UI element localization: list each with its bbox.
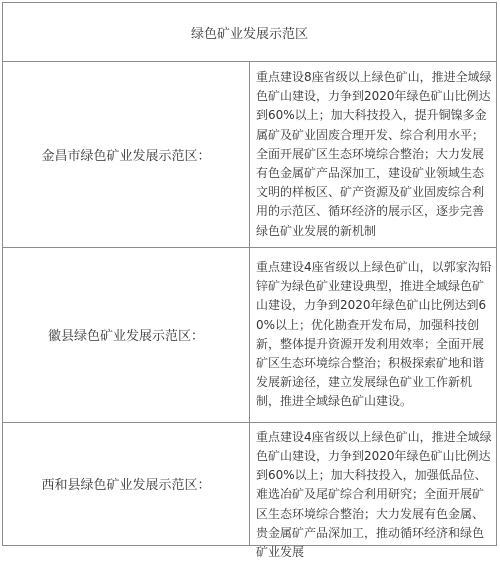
region-description-huixian [250, 247, 497, 422]
region-description-jinchang [250, 62, 497, 248]
description-text: 重点建设8座省级以上绿色矿山，推进全域绿色矿山建设，力争到2020年绿色矿山比例达到60%以上；加大科技投入，提升铜镍多金属矿及矿业固废合理开发、综合利用水平；全面开展矿区生态环境综合整治；大力发展有色金属矿产品深加工，建设矿业领域生态文明的样板区、矿产资源及矿业固废综合利用的示范区、循环经济的展示区，逐步完善绿色矿业发展的新机制 [256, 70, 492, 238]
table-row [3, 422, 497, 545]
region-name-jinchang: 金昌市绿色矿业发展示范区： [3, 62, 250, 248]
region-name-huixian: 徽县绿色矿业发展示范区： [3, 247, 250, 422]
table-row [3, 247, 497, 422]
description-text: 重点建设4座省级以上绿色矿山，推进全域绿色矿山建设，力争到2020年绿色矿山比例达到60%以上；加大科技投入，加强低品位、难选冶矿及尾矿综合利用研究；全面开展矿区生态环境综合整治；大力发展有色金属、贵金属矿产品深加工，推动循环经济和绿色矿业发展 [256, 429, 492, 560]
table-row [3, 62, 497, 248]
region-name-xihe: 西和县绿色矿业发展示范区： [3, 422, 250, 545]
table-header-row [3, 3, 497, 62]
demonstration-zone-table [2, 2, 497, 560]
region-description-xihe [250, 422, 497, 560]
description-text: 重点建设4座省级以上绿色矿山，以郭家沟铅锌矿为绿色矿业建设典型，推进全域绿色矿山建设，力争到2020年绿色矿山比例达到60%以上；优化勘查开发布局，加强科技创新，整体提升资源开发利用效率；全面开展矿区生态环境综合整治；积极探索矿地和谐发展新途径，建立发展绿色矿业工作新机制，推进全域绿色矿山建设。 [256, 260, 492, 409]
table-title: 绿色矿业发展示范区 [3, 3, 497, 62]
